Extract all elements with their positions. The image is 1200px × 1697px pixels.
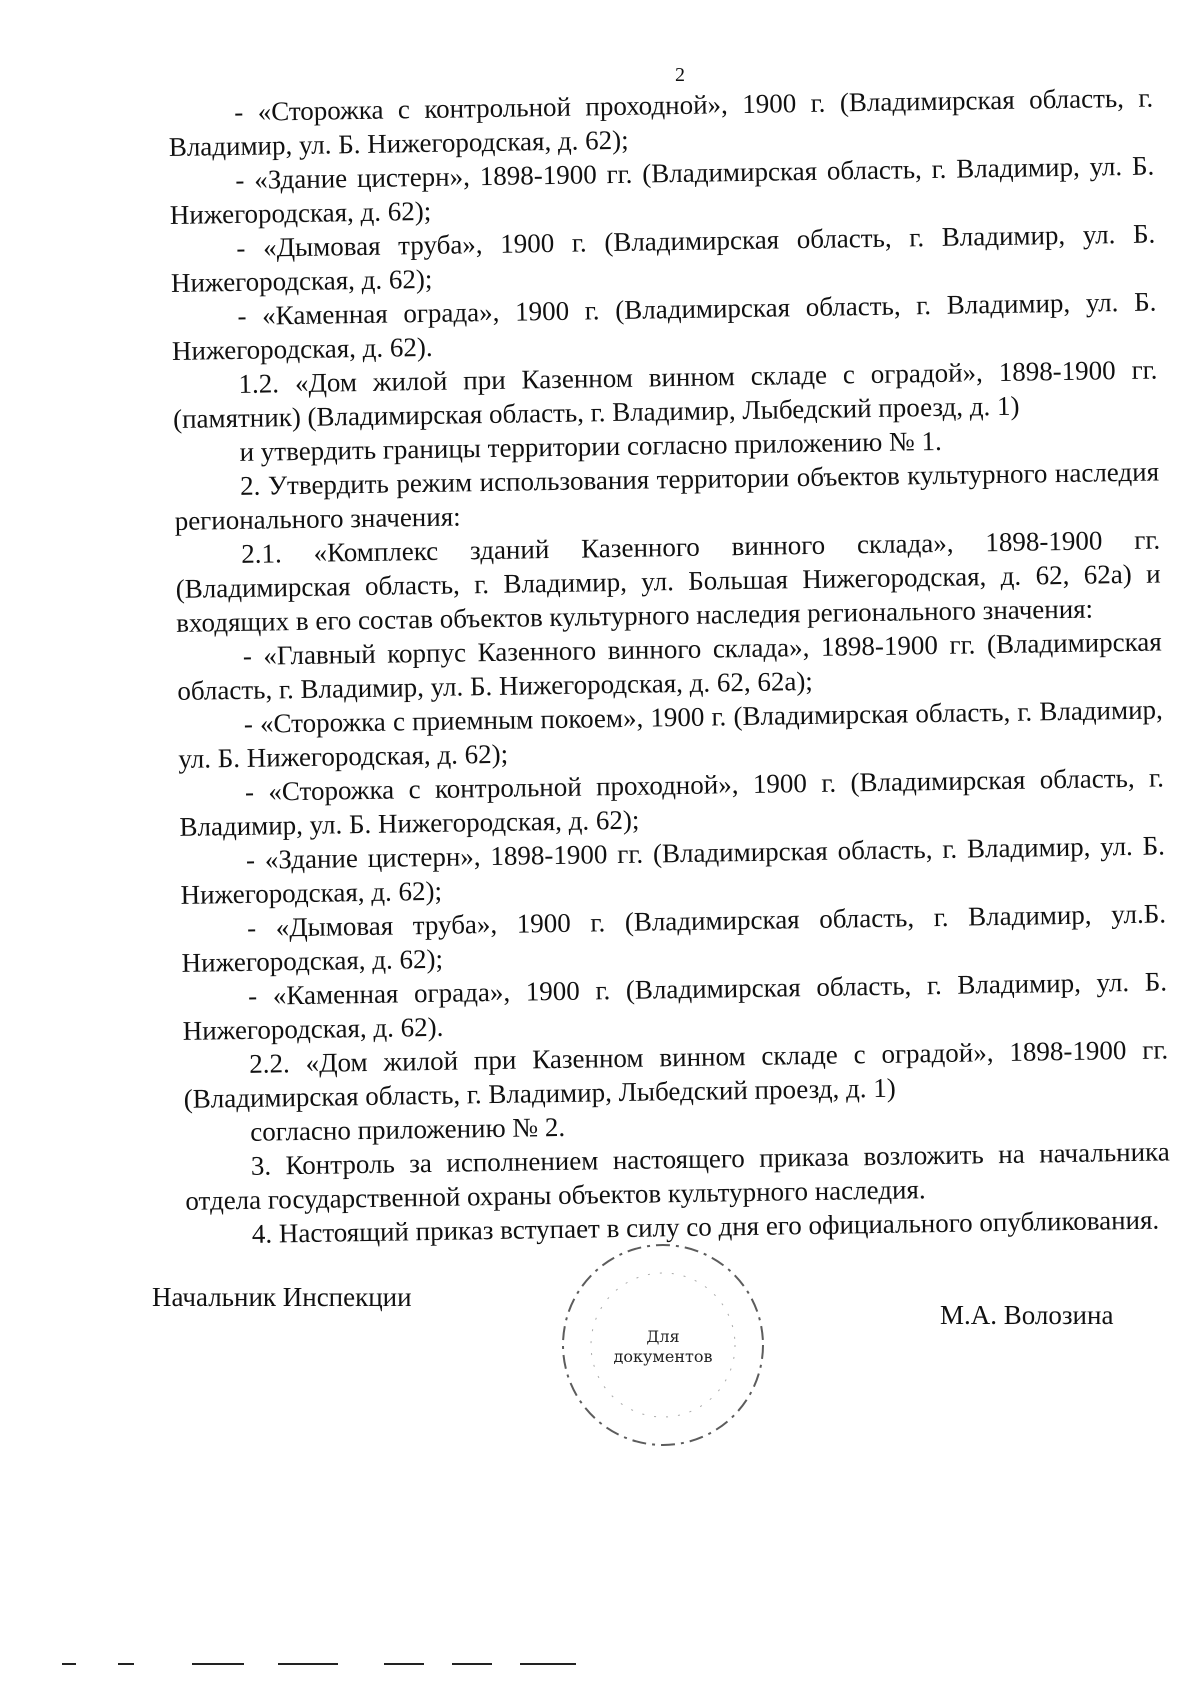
paragraph: - «Здание цистерн», 1898-1900 гг. (Владимирская область, г. Владимир, ул. Б. Нижегородская, д. 62); xyxy=(180,830,1166,910)
scan-mark xyxy=(278,1663,338,1665)
paragraph: - «Сторожка с контрольной проходной», 1900 г. (Владимирская область, г. Владимир, ул. Б. Нижегородская, д. 62); xyxy=(179,762,1165,842)
paragraph: 3. Контроль за исполнением настоящего приказа возложить на начальника отдела государственной охраны объектов культурного наследия. xyxy=(185,1136,1170,1216)
paragraph: - «Здание цистерн», 1898-1900 гг. (Владимирская область, г. Владимир, ул. Б. Нижегородская, д. 62); xyxy=(169,150,1155,230)
paragraph: - «Сторожка с приемным покоем», 1900 г. (Владимирская область, г. Владимир, ул. Б. Нижегородская, д. 62); xyxy=(178,694,1163,774)
official-stamp xyxy=(548,1230,778,1460)
document-body xyxy=(168,81,1171,1252)
scan-mark xyxy=(384,1663,424,1665)
paragraph: - «Сторожка с контрольной проходной», 1900 г. (Владимирская область, г. Владимир, ул. Б. Нижегородская, д. 62); xyxy=(168,82,1154,162)
paragraph: 2.1. «Комплекс зданий Казенного винного склада», 1898-1900 гг. (Владимирская область, г. Владимир, ул. Большая Нижегородская, д. 62, 62а) и входящих в его состав объектов культурного наследия регионального значения: xyxy=(175,524,1161,638)
page-number: 2 xyxy=(675,64,685,86)
scan-mark xyxy=(520,1663,576,1665)
paragraph: - «Главный корпус Казенного винного склада», 1898-1900 гг. (Владимирская область, г. Владимир, ул. Б. Нижегородская, д. 62, 62а); xyxy=(177,626,1162,706)
stamp-text-line1: Для xyxy=(646,1327,680,1346)
paragraph: согласно приложению № 2. xyxy=(250,1111,566,1147)
paragraph: и утвердить границы территории согласно приложению № 1. xyxy=(239,425,943,467)
paragraph: - «Дымовая труба», 1900 г. (Владимирская область, г. Владимир, ул. Б. Нижегородская, д. 62); xyxy=(170,218,1156,298)
scan-mark xyxy=(452,1663,492,1665)
paragraph: - «Каменная ограда», 1900 г. (Владимирская область, г. Владимир, ул. Б. Нижегородская, д. 62). xyxy=(182,966,1168,1046)
paragraph: - «Дымовая труба», 1900 г. (Владимирская область, г. Владимир, ул.Б. Нижегородская, д. 62); xyxy=(181,898,1167,978)
scan-artifacts xyxy=(0,1655,1200,1675)
signatory-title: Начальник Инспекции xyxy=(152,1282,412,1312)
stamp-text-line2: документов xyxy=(613,1347,713,1366)
paragraph: 1.2. «Дом жилой при Казенном винном складе с оградой», 1898-1900 гг. (памятник) (Владимирская область, г. Владимир, Лыбедский проезд, д. 1) xyxy=(172,354,1158,434)
paragraph: 2. Утвердить режим использования территории объектов культурного наследия регионального значения: xyxy=(174,456,1160,536)
signatory-name: М.А. Волозина xyxy=(940,1300,1114,1330)
scan-mark xyxy=(118,1663,134,1665)
paragraph: 4. Настоящий приказ вступает в силу со дня его официального опубликования. xyxy=(251,1204,1160,1249)
paragraph: 2.2. «Дом жилой при Казенном винном складе с оградой», 1898-1900 гг. (Владимирская область, г. Владимир, Лыбедский проезд, д. 1) xyxy=(183,1034,1169,1114)
scan-mark xyxy=(62,1663,76,1665)
scan-mark xyxy=(192,1663,244,1665)
paragraph: - «Каменная ограда», 1900 г. (Владимирская область, г. Владимир, ул. Б. Нижегородская, д. 62). xyxy=(171,286,1157,366)
